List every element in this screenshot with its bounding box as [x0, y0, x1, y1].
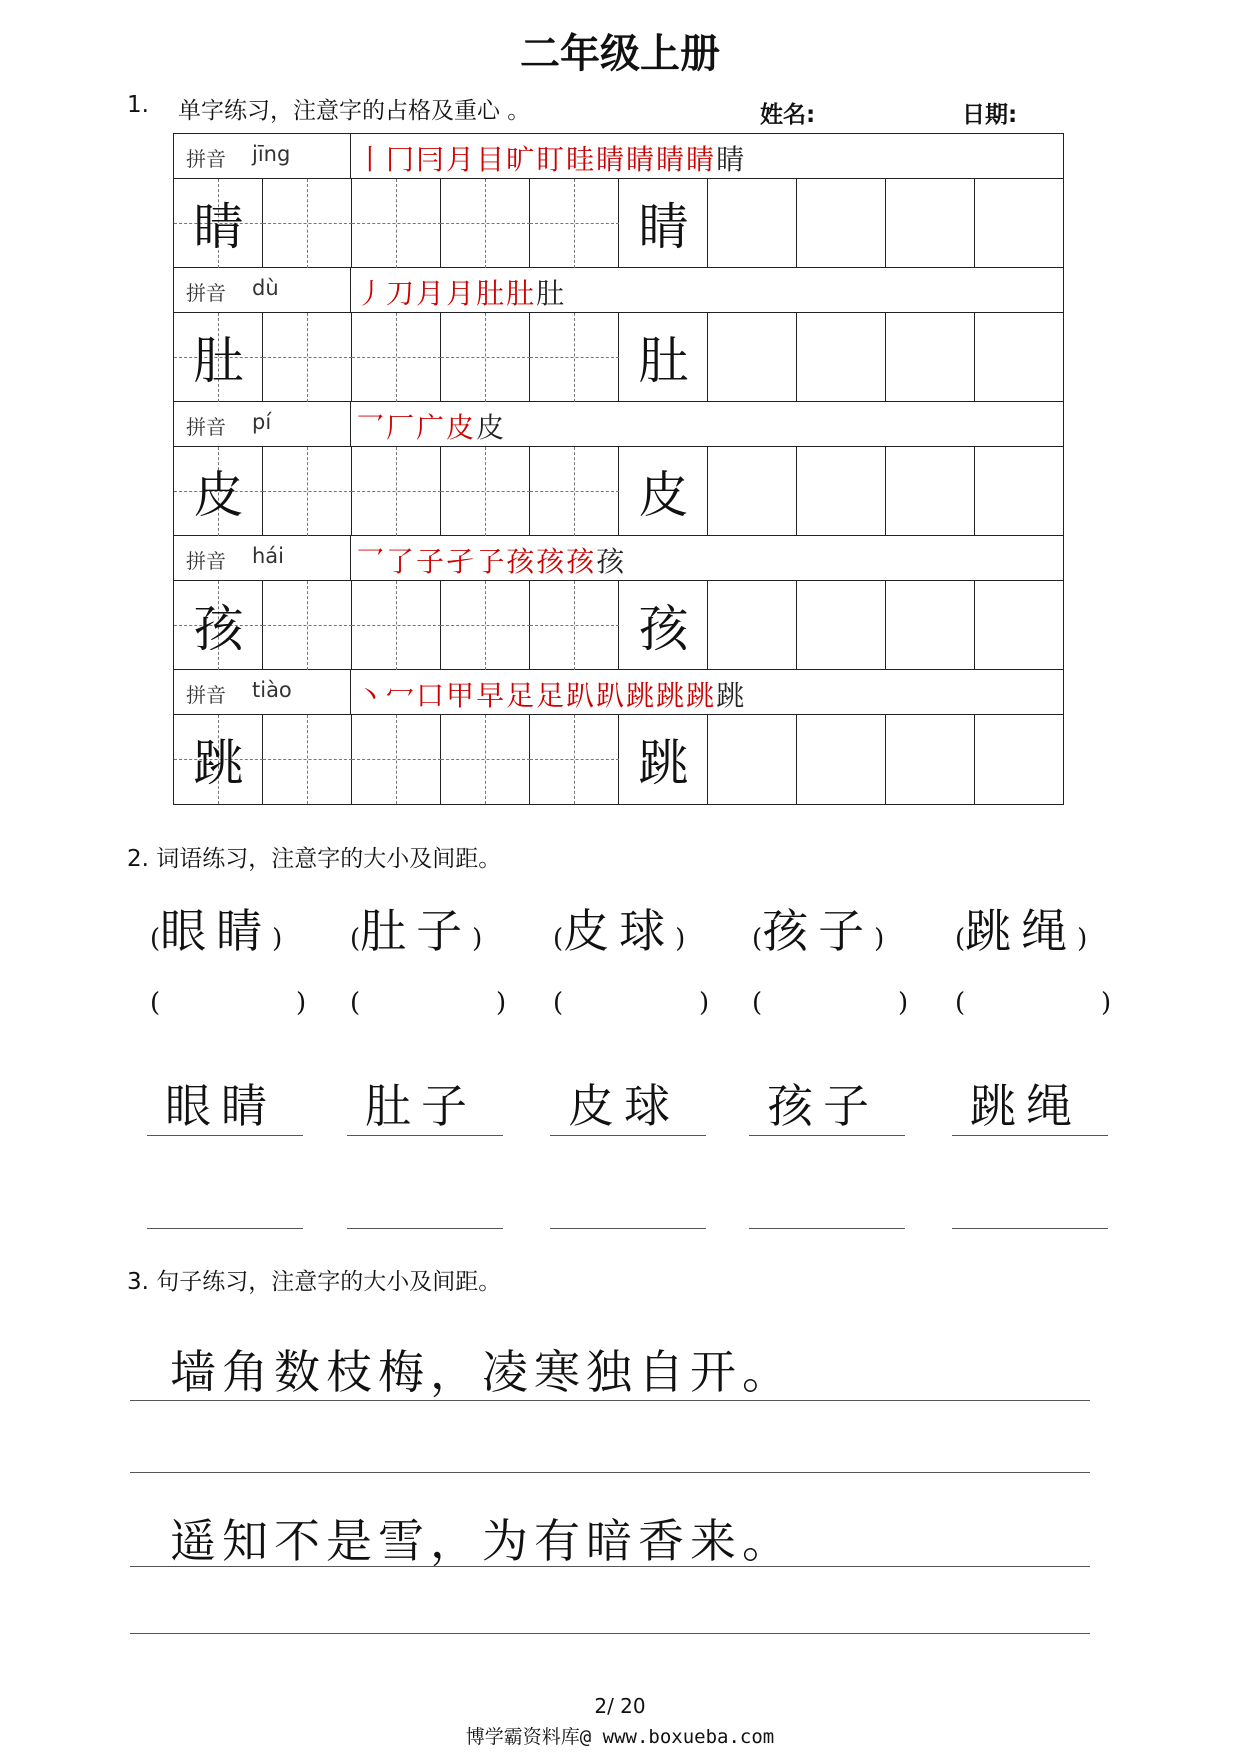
cell-guide-h	[441, 223, 530, 224]
cell-guide-h	[441, 491, 530, 492]
practice-cell[interactable]	[619, 313, 708, 402]
cell-guide-h	[263, 625, 352, 626]
stroke-step: 肚	[506, 277, 537, 310]
pinyin-label: 拼音	[186, 683, 226, 707]
word-writing-line[interactable]	[347, 1135, 503, 1136]
pinyin-label: 拼音	[186, 549, 226, 573]
stroke-step: 目	[476, 143, 507, 176]
pinyin-value: jīng	[252, 142, 291, 166]
practice-cell[interactable]	[530, 179, 619, 268]
model-character: 跳	[193, 734, 244, 792]
practice-cell[interactable]	[797, 179, 886, 268]
stroke-step: 丿	[356, 277, 387, 310]
stroke-step: 睛	[656, 143, 687, 176]
stroke-step: 月	[446, 143, 477, 176]
section1-number: 1.	[127, 92, 149, 118]
close-paren: )	[472, 924, 483, 954]
char-block	[174, 134, 1063, 268]
practice-row	[174, 715, 1063, 804]
section3-instruction: 3. 句子练习，注意字的大小及间距。	[127, 1269, 502, 1295]
word-trace: 皮球	[568, 1079, 680, 1133]
practice-cell[interactable]	[263, 179, 352, 268]
word-writing-line-blank[interactable]	[147, 1228, 303, 1229]
close-paren: )	[675, 924, 686, 954]
pinyin-blank-open: (	[553, 988, 564, 1018]
practice-cell[interactable]	[797, 447, 886, 536]
pinyin-blank-close: )	[699, 988, 710, 1018]
close-paren: )	[1077, 924, 1088, 954]
cell-guide-h	[530, 223, 619, 224]
model-character: 孩	[193, 600, 244, 658]
stroke-step: 孩	[566, 545, 597, 578]
practice-cell[interactable]	[441, 313, 530, 402]
practice-cell[interactable]	[886, 447, 975, 536]
practice-cell[interactable]	[174, 715, 263, 804]
model-character: 睛	[193, 198, 244, 256]
stroke-step: 孩	[506, 545, 537, 578]
stroke-step: 跳	[686, 679, 717, 712]
word-model	[350, 895, 482, 961]
pinyin-blank-open: (	[350, 988, 361, 1018]
practice-cell[interactable]	[619, 715, 708, 804]
stroke-step: 皮	[476, 411, 507, 444]
practice-cell[interactable]	[530, 313, 619, 402]
open-paren: (	[955, 924, 966, 954]
practice-cell[interactable]	[441, 581, 530, 670]
word-model	[553, 895, 685, 961]
practice-cell[interactable]	[975, 179, 1064, 268]
word-writing-line-blank[interactable]	[952, 1228, 1108, 1229]
word-trace: 孩子	[767, 1079, 879, 1133]
stroke-step: 了	[386, 545, 417, 578]
stroke-step: 睛	[626, 143, 657, 176]
pinyin-separator	[350, 670, 351, 715]
word-text: 跳绳	[965, 904, 1078, 958]
stroke-order	[356, 674, 746, 714]
stroke-order	[356, 272, 566, 312]
pinyin-label: 拼音	[186, 415, 226, 439]
practice-cell[interactable]	[441, 715, 530, 804]
stroke-step: 盯	[536, 143, 567, 176]
word-writing-line-blank[interactable]	[347, 1228, 503, 1229]
practice-cell[interactable]	[708, 447, 797, 536]
pinyin-blank-close: )	[898, 988, 909, 1018]
practice-row	[174, 447, 1063, 536]
practice-cell[interactable]	[530, 447, 619, 536]
stroke-step: 冂	[386, 143, 417, 176]
pinyin-blank-close: )	[496, 988, 507, 1018]
word-text: 肚子	[360, 904, 473, 958]
cell-guide-h	[441, 759, 530, 760]
practice-cell[interactable]	[975, 313, 1064, 402]
practice-cell[interactable]	[263, 447, 352, 536]
practice-cell[interactable]	[352, 715, 441, 804]
pinyin-row	[174, 134, 1063, 179]
cell-guide-h	[352, 491, 441, 492]
word-trace: 肚子	[365, 1079, 477, 1133]
char-block	[174, 268, 1063, 402]
cell-guide-h	[352, 759, 441, 760]
pinyin-separator	[350, 134, 351, 179]
practice-row	[174, 581, 1063, 670]
open-paren: (	[752, 924, 763, 954]
stroke-order	[356, 540, 626, 580]
sentence-model: 墙角数枝梅，凌寒独自开。	[170, 1345, 794, 1399]
practice-cell[interactable]	[352, 581, 441, 670]
stroke-step: 跳	[716, 679, 747, 712]
pinyin-value: hái	[252, 544, 285, 568]
page-number: 2/ 20	[594, 1694, 646, 1718]
stroke-step: 旷	[506, 143, 537, 176]
open-paren: (	[350, 924, 361, 954]
stroke-step: 甲	[446, 679, 477, 712]
word-writing-line[interactable]	[952, 1135, 1108, 1136]
stroke-step: 跳	[626, 679, 657, 712]
stroke-order	[356, 406, 506, 446]
name-label: 姓名:	[760, 102, 816, 128]
stroke-step: 足	[506, 679, 537, 712]
stroke-step: 口	[416, 679, 447, 712]
practice-cell[interactable]	[886, 313, 975, 402]
cell-guide-h	[441, 625, 530, 626]
pinyin-blank-close: )	[1101, 988, 1112, 1018]
model-character-copy: 跳	[638, 734, 689, 792]
stroke-step: 眭	[566, 143, 597, 176]
stroke-step: 孑	[446, 545, 477, 578]
practice-cell[interactable]	[619, 581, 708, 670]
word-model	[955, 895, 1087, 961]
stroke-step: 孩	[536, 545, 567, 578]
cell-guide-h	[263, 491, 352, 492]
char-block	[174, 670, 1063, 804]
stroke-step: 睛	[686, 143, 717, 176]
stroke-step: 睛	[716, 143, 747, 176]
cell-guide-h	[441, 357, 530, 358]
pinyin-row	[174, 402, 1063, 447]
practice-row	[174, 313, 1063, 402]
stroke-step: 月	[446, 277, 477, 310]
stroke-step: 肚	[536, 277, 567, 310]
stroke-step: 子	[416, 545, 447, 578]
practice-cell[interactable]	[263, 715, 352, 804]
word-writing-line-blank[interactable]	[550, 1228, 706, 1229]
word-writing-line-blank[interactable]	[749, 1228, 905, 1229]
practice-cell[interactable]	[708, 179, 797, 268]
stroke-step: 趴	[566, 679, 597, 712]
close-paren: )	[272, 924, 283, 954]
stroke-step: 足	[536, 679, 567, 712]
char-block	[174, 402, 1063, 536]
cell-guide-h	[530, 491, 619, 492]
cell-guide-h	[530, 625, 619, 626]
sentence-model: 遥知不是雪，为有暗香来。	[170, 1514, 794, 1568]
sentence-baseline[interactable]	[130, 1566, 1090, 1567]
pinyin-row	[174, 268, 1063, 313]
stroke-step: 丨	[356, 143, 387, 176]
practice-cell[interactable]	[886, 581, 975, 670]
word-model	[150, 895, 282, 961]
practice-row	[174, 179, 1063, 268]
stroke-order	[356, 138, 746, 178]
pinyin-value: pí	[252, 410, 272, 434]
model-character: 皮	[193, 466, 244, 524]
practice-cell[interactable]	[352, 313, 441, 402]
pinyin-blank-open: (	[752, 988, 763, 1018]
pinyin-blank-open: (	[955, 988, 966, 1018]
word-trace: 眼睛	[165, 1079, 277, 1133]
practice-cell[interactable]	[708, 715, 797, 804]
word-text: 眼睛	[160, 904, 273, 958]
cell-guide-h	[530, 357, 619, 358]
pinyin-row	[174, 536, 1063, 581]
word-writing-line[interactable]	[147, 1135, 303, 1136]
practice-cell[interactable]	[174, 313, 263, 402]
cell-guide-h	[352, 357, 441, 358]
practice-cell[interactable]	[530, 581, 619, 670]
practice-cell[interactable]	[975, 447, 1064, 536]
practice-cell[interactable]	[263, 313, 352, 402]
practice-cell[interactable]	[708, 313, 797, 402]
practice-cell[interactable]	[797, 715, 886, 804]
practice-cell[interactable]	[619, 179, 708, 268]
stroke-step: 孩	[596, 545, 627, 578]
sentence-baseline[interactable]	[130, 1400, 1090, 1401]
pinyin-separator	[350, 536, 351, 581]
cell-guide-h	[530, 759, 619, 760]
stroke-step: 乛	[356, 411, 387, 444]
pinyin-label: 拼音	[186, 147, 226, 171]
practice-cell[interactable]	[886, 715, 975, 804]
practice-cell[interactable]	[174, 447, 263, 536]
stroke-step: 皮	[446, 411, 477, 444]
cell-guide-h	[263, 357, 352, 358]
model-character: 肚	[193, 332, 244, 390]
practice-cell[interactable]	[530, 715, 619, 804]
cell-guide-h	[352, 625, 441, 626]
date-label: 日期:	[962, 102, 1018, 128]
word-trace: 跳绳	[970, 1079, 1082, 1133]
cell-guide-h	[263, 223, 352, 224]
stroke-step: 肚	[476, 277, 507, 310]
open-paren: (	[150, 924, 161, 954]
stroke-step: 孒	[476, 545, 507, 578]
word-text: 孩子	[762, 904, 875, 958]
practice-cell[interactable]	[975, 581, 1064, 670]
stroke-step: 广	[416, 411, 447, 444]
page-title: 二年级上册	[520, 31, 720, 77]
stroke-step: 冖	[386, 679, 417, 712]
sentence-writing-line[interactable]	[130, 1633, 1090, 1634]
word-text: 皮球	[563, 904, 676, 958]
model-character-copy: 肚	[638, 332, 689, 390]
model-character-copy: 孩	[638, 600, 689, 658]
stroke-step: 月	[416, 277, 447, 310]
practice-cell[interactable]	[441, 179, 530, 268]
word-writing-line[interactable]	[550, 1135, 706, 1136]
close-paren: )	[874, 924, 885, 954]
practice-cell[interactable]	[797, 313, 886, 402]
stroke-step: 刀	[386, 277, 417, 310]
character-practice-grid	[173, 133, 1064, 805]
practice-cell[interactable]	[441, 447, 530, 536]
stroke-step: 趴	[596, 679, 627, 712]
pinyin-separator	[350, 268, 351, 313]
model-character-copy: 皮	[638, 466, 689, 524]
pinyin-separator	[350, 402, 351, 447]
pinyin-label: 拼音	[186, 281, 226, 305]
word-writing-line[interactable]	[749, 1135, 905, 1136]
stroke-step: 丶	[356, 679, 387, 712]
cell-guide-h	[352, 223, 441, 224]
pinyin-row	[174, 670, 1063, 715]
pinyin-value: dù	[252, 276, 279, 300]
practice-cell[interactable]	[174, 581, 263, 670]
practice-cell[interactable]	[352, 447, 441, 536]
footer-site: 博学霸资料库@ www.boxueba.com	[465, 1726, 775, 1748]
stroke-step: 睛	[596, 143, 627, 176]
sentence-writing-line[interactable]	[130, 1472, 1090, 1473]
practice-cell[interactable]	[619, 447, 708, 536]
section1-instruction: 单字练习，注意字的占格及重心 。	[178, 98, 531, 124]
char-block	[174, 536, 1063, 670]
stroke-step: 乛	[356, 545, 387, 578]
practice-cell[interactable]	[174, 179, 263, 268]
practice-cell[interactable]	[263, 581, 352, 670]
pinyin-value: tiào	[252, 678, 292, 702]
stroke-step: 跳	[656, 679, 687, 712]
stroke-step: 早	[476, 679, 507, 712]
word-model	[752, 895, 884, 961]
open-paren: (	[553, 924, 564, 954]
practice-cell[interactable]	[708, 581, 797, 670]
section2-instruction: 2. 词语练习，注意字的大小及间距。	[127, 846, 502, 872]
stroke-step: 冃	[416, 143, 447, 176]
pinyin-blank-open: (	[150, 988, 161, 1018]
practice-cell[interactable]	[797, 581, 886, 670]
practice-cell[interactable]	[352, 179, 441, 268]
stroke-step: 厂	[386, 411, 417, 444]
model-character-copy: 睛	[638, 198, 689, 256]
pinyin-blank-close: )	[296, 988, 307, 1018]
practice-cell[interactable]	[886, 179, 975, 268]
cell-guide-h	[263, 759, 352, 760]
